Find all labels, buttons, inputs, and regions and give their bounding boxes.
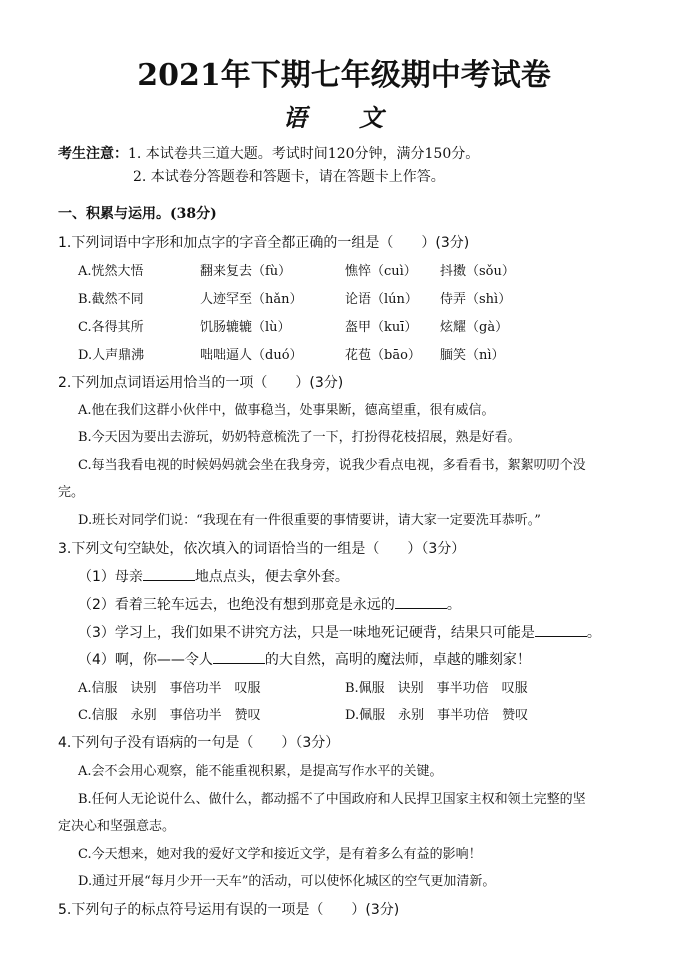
q4-option-b: B.任何人无论说什么、做什么，都动摇不了中国政府和人民捍卫国家主权和领土完整的坚 [78, 792, 586, 807]
q3-sentence-3 [78, 622, 601, 642]
q1-option-a-word4: 抖擞（sǒu） [440, 264, 515, 279]
q3-sentence-2 [78, 594, 461, 614]
q3-option-c: C.信服 永别 事倍功半 赞叹 [78, 708, 261, 723]
question-5-stem: 5.下列句子的标点符号运用有误的一项是（ ）(3分) [58, 902, 400, 918]
q1-option-c-word2: 饥肠辘辘（lù） [200, 320, 291, 335]
q2-option-b: B.今天因为要出去游玩，奶奶特意梳洗了一下，打扮得花枝招展，熟是好看。 [78, 430, 521, 445]
q3-s1-before: （1）母亲 [78, 569, 143, 585]
q3-s4-before: （4）啊，你——令人 [78, 652, 213, 668]
q1-option-d-word3: 花苞（bāo） [345, 348, 421, 363]
q3-option-b: B.佩服 诀别 事半功倍 叹服 [345, 681, 528, 696]
q2-option-c-cont: 完。 [58, 485, 85, 500]
q1-option-b-word3: 论语（lún） [345, 292, 418, 307]
q3-s3-before: （3）学习上，我们如果不讲究方法，只是一味地死记硬背，结果只可能是 [78, 625, 535, 641]
q3-blank-4 [213, 651, 265, 664]
q1-option-a: A.恍然大悟 [78, 264, 144, 279]
q1-option-b: B.截然不同 [78, 292, 144, 307]
q1-option-c: C.各得其所 [78, 320, 144, 335]
q1-option-c-word4: 炫耀（gà） [440, 320, 509, 335]
q3-option-a: A.信服 诀别 事倍功半 叹服 [78, 681, 261, 696]
q4-option-d: D.通过开展“每月少开一天车”的活动，可以使怀化城区的空气更加清新。 [78, 874, 496, 889]
notice-text-1: 1. 本试卷共三道大题。考试时间120分钟，满分150分。 [128, 146, 480, 162]
q1-option-d-word4: 腼笑（nì） [440, 348, 505, 363]
question-3-stem: 3.下列文句空缺处，依次填入的词语恰当的一组是（ ）（3分） [58, 541, 466, 557]
question-2-stem: 2.下列加点词语运用恰当的一项（ ）(3分) [58, 375, 344, 391]
page-title: 2021年下期七年级期中考试卷 [137, 58, 551, 93]
q3-sentence-4 [78, 649, 531, 669]
question-4-stem: 4.下列句子没有语病的一句是（ ）（3分） [58, 735, 340, 751]
q3-s3-after: 。 [586, 625, 601, 641]
notice-line-1 [58, 143, 479, 163]
q3-s1-after: 地点点头，便去拿外套。 [194, 569, 349, 585]
notice-label: 考生注意： [58, 146, 128, 162]
q4-option-a: A.会不会用心观察，能不能重视积累，是提高写作水平的关键。 [78, 764, 443, 779]
q1-option-b-word4: 侍弄（shì） [440, 292, 512, 307]
q2-option-c: C.每当我看电视的时候妈妈就会坐在我身旁，说我少看点电视，多看看书，絮絮叨叨个没 [78, 458, 586, 473]
q3-blank-2 [395, 596, 447, 609]
notice-line-2: 2. 本试卷分答题卷和答题卡，请在答题卡上作答。 [133, 169, 445, 185]
q2-option-a: A.他在我们这群小伙伴中，做事稳当，处事果断，德高望重，很有威信。 [78, 403, 495, 418]
q1-option-d-word2: 咄咄逼人（duó） [200, 348, 303, 363]
subject-title: 语 文 [282, 103, 406, 132]
section-heading: 一、积累与运用。(38分) [58, 206, 217, 222]
q3-s4-after: 的大自然，高明的魔法师，卓越的雕刻家！ [264, 652, 531, 668]
q3-sentence-1 [78, 566, 349, 586]
question-1-stem: 1.下列词语中字形和加点字的字音全都正确的一组是（ ）(3分) [58, 235, 470, 251]
q1-option-a-word2: 翻来复去（fù） [200, 264, 292, 279]
q3-option-d: D.佩服 永别 事半功倍 赞叹 [345, 708, 529, 723]
q1-option-d: D.人声鼎沸 [78, 348, 145, 363]
q2-option-d: D.班长对同学们说：“我现在有一件很重要的事情要讲，请大家一定要洗耳恭听。” [78, 513, 541, 528]
q3-s2-before: （2）看着三轮车远去，也绝没有想到那竟是永远的 [78, 597, 395, 613]
q4-option-c: C.今天想来，她对我的爱好文学和接近文学，是有着多么有益的影响！ [78, 847, 482, 862]
q1-option-c-word3: 盔甲（kuī） [345, 320, 418, 335]
q3-blank-1 [143, 568, 195, 581]
q1-option-a-word3: 憔悴（cuì） [345, 264, 417, 279]
q1-option-b-word2: 人迹罕至（hǎn） [200, 292, 303, 307]
q3-blank-3 [535, 624, 587, 637]
q3-s2-after: 。 [446, 597, 461, 613]
q4-option-b-cont: 定决心和坚强意志。 [58, 819, 176, 834]
